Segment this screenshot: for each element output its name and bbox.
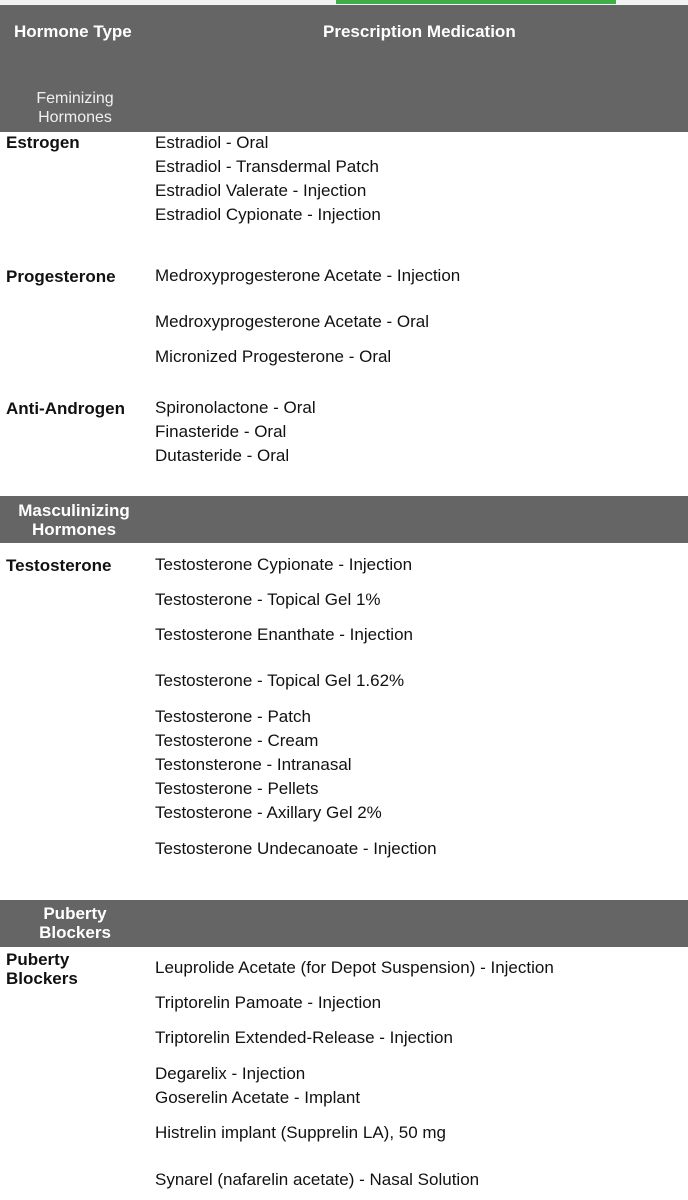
category-line: Puberty [6, 950, 70, 969]
medication-item: Testosterone - Axillary Gel 2% [155, 803, 382, 822]
medication-item: Testosterone Enanthate - Injection [155, 625, 413, 644]
medication-item: Estradiol - Transdermal Patch [155, 157, 379, 176]
section-title-line: Blockers [39, 923, 111, 942]
medication-item: Estradiol Cypionate - Injection [155, 205, 381, 224]
medication-item: Testosterone - Topical Gel 1.62% [155, 671, 405, 690]
section-title-line: Hormones [31, 520, 117, 539]
category-testosterone: Testosterone [6, 556, 112, 575]
medication-item: Histrelin implant (Supprelin LA), 50 mg [155, 1123, 447, 1142]
medication-item: Medroxyprogesterone Acetate - Injection [155, 266, 461, 285]
medication-item: Testosterone - Pellets [155, 779, 319, 798]
category-estrogen: Estrogen [6, 133, 80, 152]
medication-item: Triptorelin Extended-Release - Injection [155, 1028, 453, 1047]
medication-item: Spironolactone - Oral [155, 398, 316, 417]
medication-item: Testosterone - Cream [155, 731, 319, 750]
medication-item: Triptorelin Pamoate - Injection [155, 993, 382, 1012]
section-title-feminizing [15, 89, 135, 127]
section-title-line: Hormones [38, 109, 112, 126]
medication-item: Testonsterone - Intranasal [155, 755, 352, 774]
medication-item: Degarelix - Injection [155, 1064, 306, 1083]
medication-item: Testosterone - Patch [155, 707, 311, 726]
column-header-prescription-medication: Prescription Medication [323, 22, 516, 41]
section-band-puberty-blockers [0, 900, 688, 947]
medication-item: Medroxyprogesterone Acetate - Oral [155, 312, 430, 331]
section-title-line: Puberty [43, 904, 107, 923]
category-puberty-blockers [6, 950, 78, 988]
medication-item: Micronized Progesterone - Oral [155, 347, 392, 366]
section-band-masculinizing [0, 496, 688, 543]
medication-item: Dutasteride - Oral [155, 446, 290, 465]
column-header-hormone-type: Hormone Type [14, 22, 132, 41]
category-line: Blockers [6, 969, 78, 988]
medication-item: Goserelin Acetate - Implant [155, 1088, 361, 1107]
section-title-line: Masculinizing [18, 501, 130, 520]
category-progesterone: Progesterone [6, 267, 116, 286]
medication-item: Estradiol - Oral [155, 133, 269, 152]
medication-item: Finasteride - Oral [155, 422, 287, 441]
medication-item: Testosterone - Topical Gel 1% [155, 590, 381, 609]
category-anti-androgen: Anti-Androgen [6, 399, 125, 418]
medication-item: Testosterone Undecanoate - Injection [155, 839, 437, 858]
medication-item: Estradiol Valerate - Injection [155, 181, 367, 200]
section-title-line: Feminizing [36, 90, 114, 107]
medication-item: Testosterone Cypionate - Injection [155, 555, 413, 574]
medication-item: Synarel (nafarelin acetate) - Nasal Solution [155, 1170, 480, 1189]
table-header [0, 5, 688, 132]
selection-indicator [336, 0, 616, 4]
section-title-puberty-blockers [15, 904, 135, 942]
section-title-masculinizing [14, 501, 134, 539]
medication-item: Leuprolide Acetate (for Depot Suspension) - Injection [155, 958, 554, 977]
